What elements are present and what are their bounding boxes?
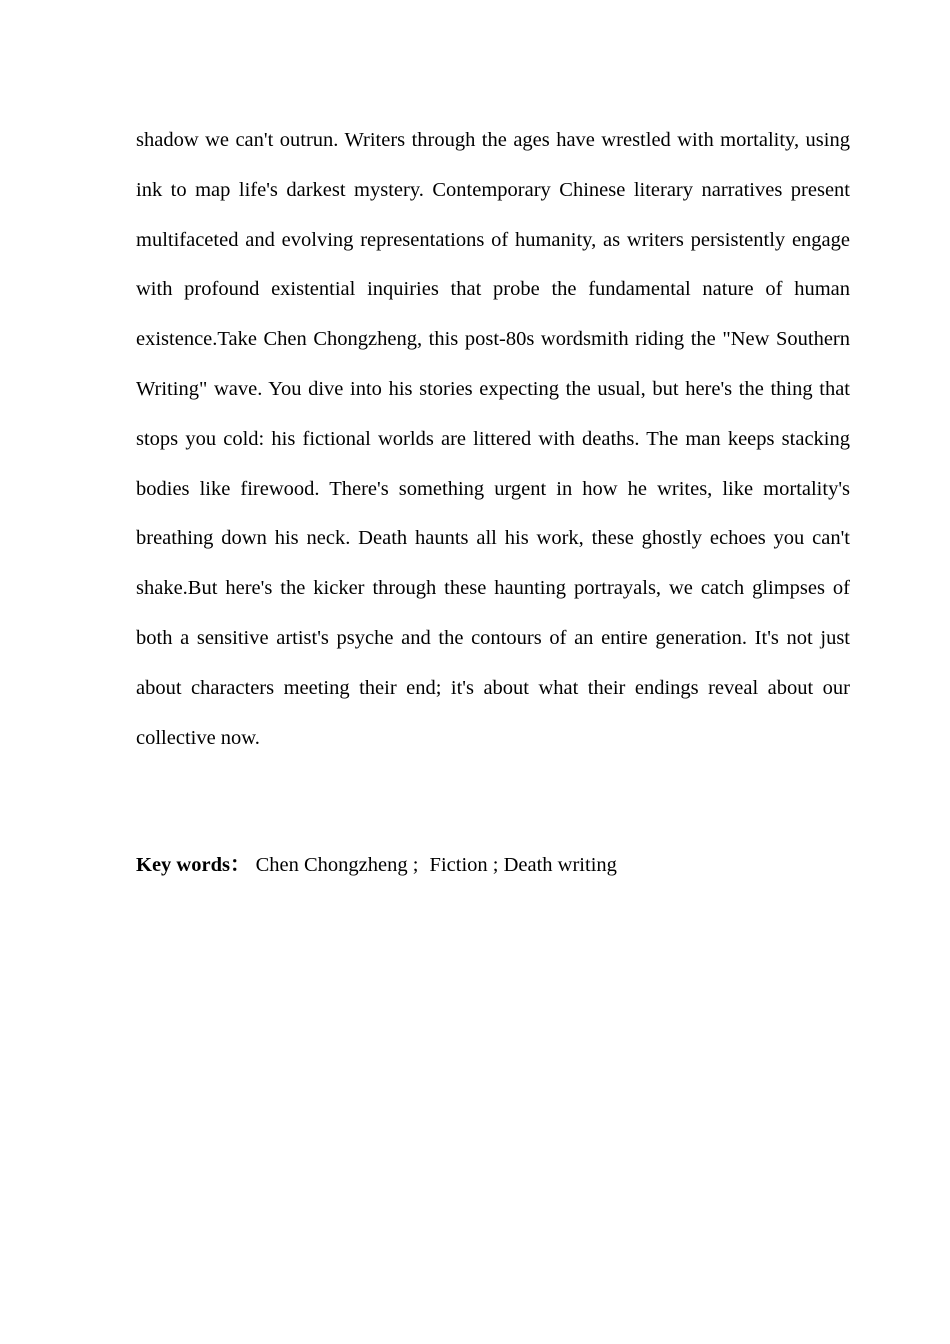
keyword-item: Chen Chongzheng ;	[255, 854, 419, 876]
keywords-label: Key words	[136, 854, 230, 876]
keyword-item: Death writing	[503, 854, 617, 876]
keywords-line	[136, 846, 850, 884]
abstract-paragraph: shadow we can't outrun. Writers through the ages have wrestled with mortality, using ink to map life's darkest mystery. Contemporary Chinese literary narratives present multifaceted and evolving representations of humanity, as writers persistently engage with profound existential inquiries that probe the fundamental nature of human existence.Take Chen Chongzheng, this post-80s wordsmith riding the "New Southern Writing" wave. You dive into his stories expecting the usual, but here's the thing that stops you cold: his fictional worlds are littered with deaths. The man keeps stacking bodies like firewood. There's something urgent in how he writes, like mortality's breathing down his neck. Death haunts all his work, these ghostly echoes you can't shake.But here's the kicker through these haunting portrayals, we catch glimpses of both a sensitive artist's psyche and the contours of an entire generation. It's not just about characters meeting their end; it's about what their endings reveal about our collective now.	[136, 129, 850, 749]
keywords-colon: ：	[229, 854, 251, 876]
keyword-item: Fiction ;	[429, 854, 499, 876]
